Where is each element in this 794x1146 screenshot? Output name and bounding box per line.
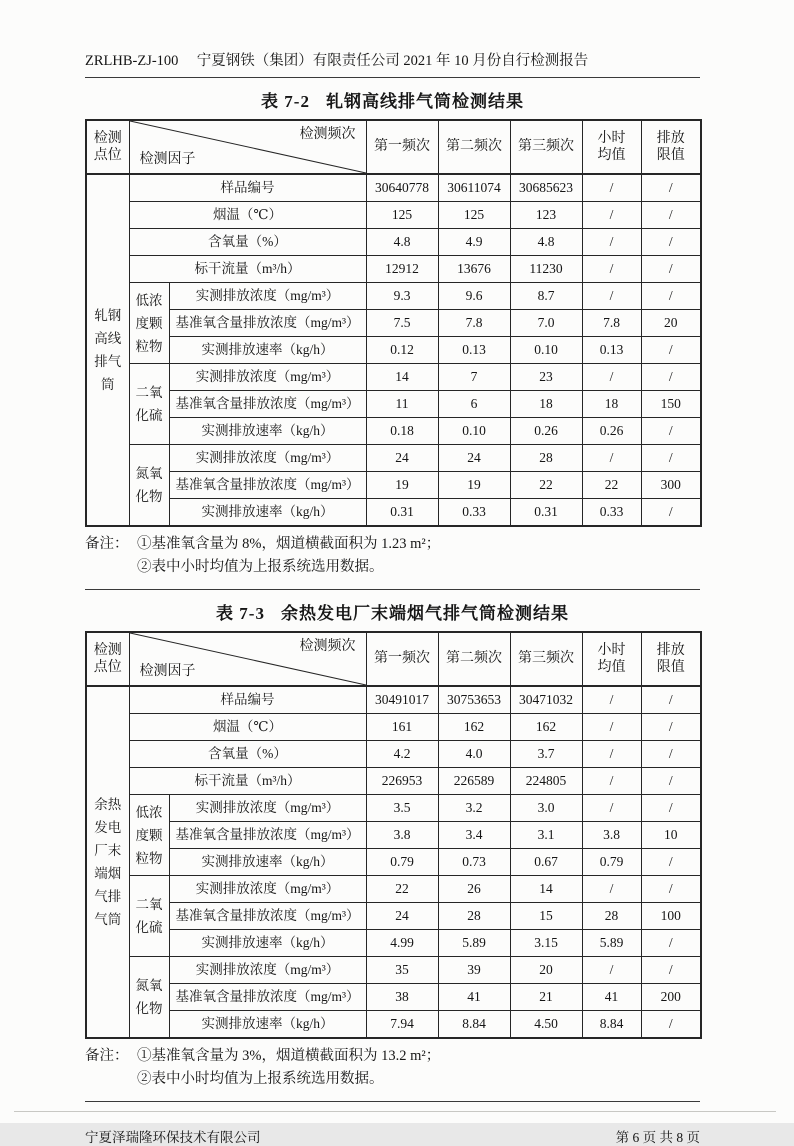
pollutant-group-label: 氮氧 化物 [129,445,169,527]
cell-value: / [582,714,641,741]
row-label: 标干流量（m³/h） [129,768,366,795]
cell-value: 7.8 [582,310,641,337]
cell-value: 30640778 [366,174,438,202]
col-header-emission-limit: 排放 限值 [641,632,701,686]
table-7-2-container [85,119,700,527]
cell-value: 24 [366,445,438,472]
cell-value: / [582,256,641,283]
cell-value: 226589 [438,768,510,795]
table-7-2-title [85,78,700,119]
cell-value: 5.89 [438,930,510,957]
row-label: 实测排放浓度（mg/m³） [169,795,366,822]
cell-value: / [641,930,701,957]
point-label: 轧钢 高线 排气 筒 [86,174,129,526]
cell-value: 30611074 [438,174,510,202]
col-header-frequency-n: 第一频次 [366,120,438,174]
table-7-3-caption: 余热发电厂末端烟气排气筒检测结果 [280,604,569,623]
cell-value: / [582,202,641,229]
table-row [86,822,701,849]
cell-value: 26 [438,876,510,903]
row-label: 实测排放速率（kg/h） [169,418,366,445]
table-row [86,256,701,283]
cell-value: 0.33 [438,499,510,527]
cell-value: 0.10 [510,337,582,364]
cell-value: 0.26 [510,418,582,445]
cell-value: 162 [438,714,510,741]
cell-value: 7.5 [366,310,438,337]
row-label: 含氧量（%） [129,741,366,768]
header-row [86,120,701,174]
notes-lines [137,1045,440,1091]
cell-value: 18 [582,391,641,418]
cell-value: 4.8 [510,229,582,256]
scan-edge-line [14,1111,776,1112]
table-7-3-notes [85,1039,700,1096]
table-row [86,1011,701,1039]
cell-value: 3.8 [582,822,641,849]
cell-value: 7 [438,364,510,391]
cell-value: 0.12 [366,337,438,364]
cell-value: 0.10 [438,418,510,445]
col-header-point: 检测 点位 [86,120,129,174]
cell-value: 41 [582,984,641,1011]
table-7-3-title [85,590,700,631]
row-label: 基准氧含量排放浓度（mg/m³） [169,822,366,849]
document-header [85,50,700,72]
row-label: 标干流量（m³/h） [129,256,366,283]
row-label: 样品编号 [129,174,366,202]
row-label: 基准氧含量排放浓度（mg/m³） [169,472,366,499]
table-row [86,445,701,472]
cell-value: 0.73 [438,849,510,876]
cell-value: 7.0 [510,310,582,337]
cell-value: 22 [366,876,438,903]
cell-value: 12912 [366,256,438,283]
cell-value: 8.84 [438,1011,510,1039]
cell-value: 14 [510,876,582,903]
footer-company: 宁夏泽瑞隆环保技术有限公司 [85,1130,261,1145]
row-label: 实测排放速率（kg/h） [169,1011,366,1039]
cell-value: 28 [582,903,641,930]
cell-value: / [641,445,701,472]
cell-value: 39 [438,957,510,984]
table-7-2-caption: 轧钢高线排气筒检测结果 [325,92,524,111]
col-header-frequency-n: 第二频次 [438,120,510,174]
table-row [86,903,701,930]
row-label: 样品编号 [129,686,366,714]
cell-value: / [641,364,701,391]
cell-value: 9.3 [366,283,438,310]
cell-value: 19 [366,472,438,499]
cell-value: / [641,337,701,364]
cell-value: 4.2 [366,741,438,768]
cell-value: 9.6 [438,283,510,310]
row-label: 含氧量（%） [129,229,366,256]
table-7-3-number: 表 7-3 [216,604,265,623]
cell-value: 0.67 [510,849,582,876]
table-row [86,202,701,229]
cell-value: 10 [641,822,701,849]
detection-results-table [85,119,702,527]
table-row [86,795,701,822]
row-label: 实测排放浓度（mg/m³） [169,283,366,310]
cell-value: 0.79 [582,849,641,876]
cell-value: / [641,714,701,741]
cell-value: 21 [510,984,582,1011]
cell-value: 13676 [438,256,510,283]
table-7-2-number: 表 7-2 [261,92,310,111]
cell-value: / [582,229,641,256]
cell-value: / [641,849,701,876]
cell-value: 0.31 [510,499,582,527]
cell-value: 15 [510,903,582,930]
cell-value: 4.9 [438,229,510,256]
table-row [86,984,701,1011]
pollutant-group-label: 氮氧 化物 [129,957,169,1039]
diagonal-header-cell [129,120,366,174]
col-header-frequency-n: 第三频次 [510,120,582,174]
notes-lines [137,533,440,579]
diagonal-header-cell [129,632,366,686]
table-row [86,686,701,714]
col-header-hour-average: 小时 均值 [582,632,641,686]
cell-value: 3.8 [366,822,438,849]
row-label: 实测排放速率（kg/h） [169,849,366,876]
row-label: 烟温（℃） [129,202,366,229]
cell-value: / [641,741,701,768]
cell-value: / [641,1011,701,1039]
cell-value: 30491017 [366,686,438,714]
table-row [86,229,701,256]
table-row [86,714,701,741]
cell-value: / [582,876,641,903]
cell-value: 100 [641,903,701,930]
notes-label: 备注： [85,1048,129,1064]
cell-value: / [641,256,701,283]
cell-value: 4.0 [438,741,510,768]
cell-value: 226953 [366,768,438,795]
cell-value: 123 [510,202,582,229]
doc-title: 宁夏钢铁（集团）有限责任公司 2021 年 10 月份自行检测报告 [196,53,589,69]
cell-value: / [582,445,641,472]
cell-value: 5.89 [582,930,641,957]
col-header-frequency: 检测频次 [299,127,356,142]
cell-value: 35 [366,957,438,984]
row-label: 实测排放浓度（mg/m³） [169,876,366,903]
row-label: 实测排放浓度（mg/m³） [169,364,366,391]
pollutant-group-label: 低浓 度颗 粒物 [129,795,169,876]
cell-value: 0.33 [582,499,641,527]
table-row [86,499,701,527]
cell-value: 22 [510,472,582,499]
cell-value: 4.8 [366,229,438,256]
cell-value: 20 [641,310,701,337]
table-row [86,364,701,391]
footer-page-number: 第 6 页 共 8 页 [615,1130,700,1145]
table-7-2-notes [85,527,700,584]
cell-value: 18 [510,391,582,418]
cell-value: 19 [438,472,510,499]
cell-value: 161 [366,714,438,741]
cell-value: 0.31 [366,499,438,527]
cell-value: 41 [438,984,510,1011]
cell-value: / [641,686,701,714]
col-header-frequency-n: 第三频次 [510,632,582,686]
row-label: 基准氧含量排放浓度（mg/m³） [169,391,366,418]
cell-value: 24 [438,445,510,472]
cell-value: 0.26 [582,418,641,445]
cell-value: 3.2 [438,795,510,822]
cell-value: / [641,283,701,310]
cell-value: / [641,174,701,202]
note-line: ②表中小时均值为上报系统选用数据。 [137,559,384,575]
section-rule [85,1101,700,1102]
cell-value: / [641,876,701,903]
cell-value: 3.1 [510,822,582,849]
table-row [86,391,701,418]
row-label: 基准氧含量排放浓度（mg/m³） [169,903,366,930]
note-line: ①基准氧含量为 8%，烟道横截面积为 1.23 m²； [137,536,441,552]
table-7-3-container [85,631,700,1039]
row-label: 实测排放浓度（mg/m³） [169,957,366,984]
cell-value: 6 [438,391,510,418]
cell-value: / [641,795,701,822]
cell-value: 0.18 [366,418,438,445]
cell-value: 11230 [510,256,582,283]
cell-value: 150 [641,391,701,418]
col-header-point: 检测 点位 [86,632,129,686]
row-label: 实测排放速率（kg/h） [169,337,366,364]
cell-value: 23 [510,364,582,391]
doc-code: ZRLHB-ZJ-100 [85,53,179,69]
table-row [86,957,701,984]
cell-value: 30471032 [510,686,582,714]
col-header-frequency-n: 第一频次 [366,632,438,686]
cell-value: / [641,768,701,795]
cell-value: 3.7 [510,741,582,768]
table-row [86,930,701,957]
document-footer [85,1126,700,1146]
table-row [86,849,701,876]
cell-value: / [641,418,701,445]
row-label: 烟温（℃） [129,714,366,741]
cell-value: / [582,686,641,714]
cell-value: 7.94 [366,1011,438,1039]
point-label: 余热 发电 厂末 端烟 气排 气筒 [86,686,129,1038]
cell-value: / [582,174,641,202]
table-row [86,283,701,310]
cell-value: / [582,741,641,768]
table-row [86,472,701,499]
cell-value: / [641,202,701,229]
cell-value: 3.5 [366,795,438,822]
pollutant-group-label: 低浓 度颗 粒物 [129,283,169,364]
page-content [85,0,700,1146]
cell-value: 4.50 [510,1011,582,1039]
table-row [86,337,701,364]
header-row [86,632,701,686]
table-row [86,876,701,903]
cell-value: / [582,283,641,310]
cell-value: 125 [438,202,510,229]
detection-results-table [85,631,702,1039]
cell-value: 3.0 [510,795,582,822]
cell-value: / [582,957,641,984]
table-row [86,741,701,768]
cell-value: / [641,957,701,984]
row-label: 实测排放速率（kg/h） [169,930,366,957]
cell-value: 22 [582,472,641,499]
cell-value: 0.13 [438,337,510,364]
row-label: 实测排放浓度（mg/m³） [169,445,366,472]
cell-value: 125 [366,202,438,229]
cell-value: 28 [438,903,510,930]
row-label: 基准氧含量排放浓度（mg/m³） [169,984,366,1011]
table-row [86,418,701,445]
cell-value: 0.79 [366,849,438,876]
pollutant-group-label: 二氧 化硫 [129,364,169,445]
row-label: 实测排放速率（kg/h） [169,499,366,527]
cell-value: 38 [366,984,438,1011]
cell-value: 24 [366,903,438,930]
table-row [86,174,701,202]
cell-value: 0.13 [582,337,641,364]
cell-value: 4.99 [366,930,438,957]
cell-value: 30685623 [510,174,582,202]
col-header-emission-limit: 排放 限值 [641,120,701,174]
cell-value: 11 [366,391,438,418]
cell-value: / [641,229,701,256]
notes-label: 备注： [85,536,129,552]
cell-value: 28 [510,445,582,472]
cell-value: 14 [366,364,438,391]
table-row [86,310,701,337]
note-line: ①基准氧含量为 3%，烟道横截面积为 13.2 m²； [137,1048,441,1064]
cell-value: 3.15 [510,930,582,957]
cell-value: 3.4 [438,822,510,849]
col-header-hour-average: 小时 均值 [582,120,641,174]
cell-value: / [582,795,641,822]
col-header-frequency: 检测频次 [299,639,356,654]
row-label: 基准氧含量排放浓度（mg/m³） [169,310,366,337]
cell-value: 8.84 [582,1011,641,1039]
cell-value: 224805 [510,768,582,795]
cell-value: 30753653 [438,686,510,714]
cell-value: 200 [641,984,701,1011]
cell-value: / [641,499,701,527]
cell-value: / [582,768,641,795]
cell-value: 7.8 [438,310,510,337]
col-header-frequency-n: 第二频次 [438,632,510,686]
note-line: ②表中小时均值为上报系统选用数据。 [137,1071,384,1087]
cell-value: 162 [510,714,582,741]
pollutant-group-label: 二氧 化硫 [129,876,169,957]
cell-value: 8.7 [510,283,582,310]
cell-value: 300 [641,472,701,499]
table-row [86,768,701,795]
col-header-factor: 检测因子 [139,151,196,167]
cell-value: 20 [510,957,582,984]
cell-value: / [582,364,641,391]
col-header-factor: 检测因子 [139,663,196,679]
